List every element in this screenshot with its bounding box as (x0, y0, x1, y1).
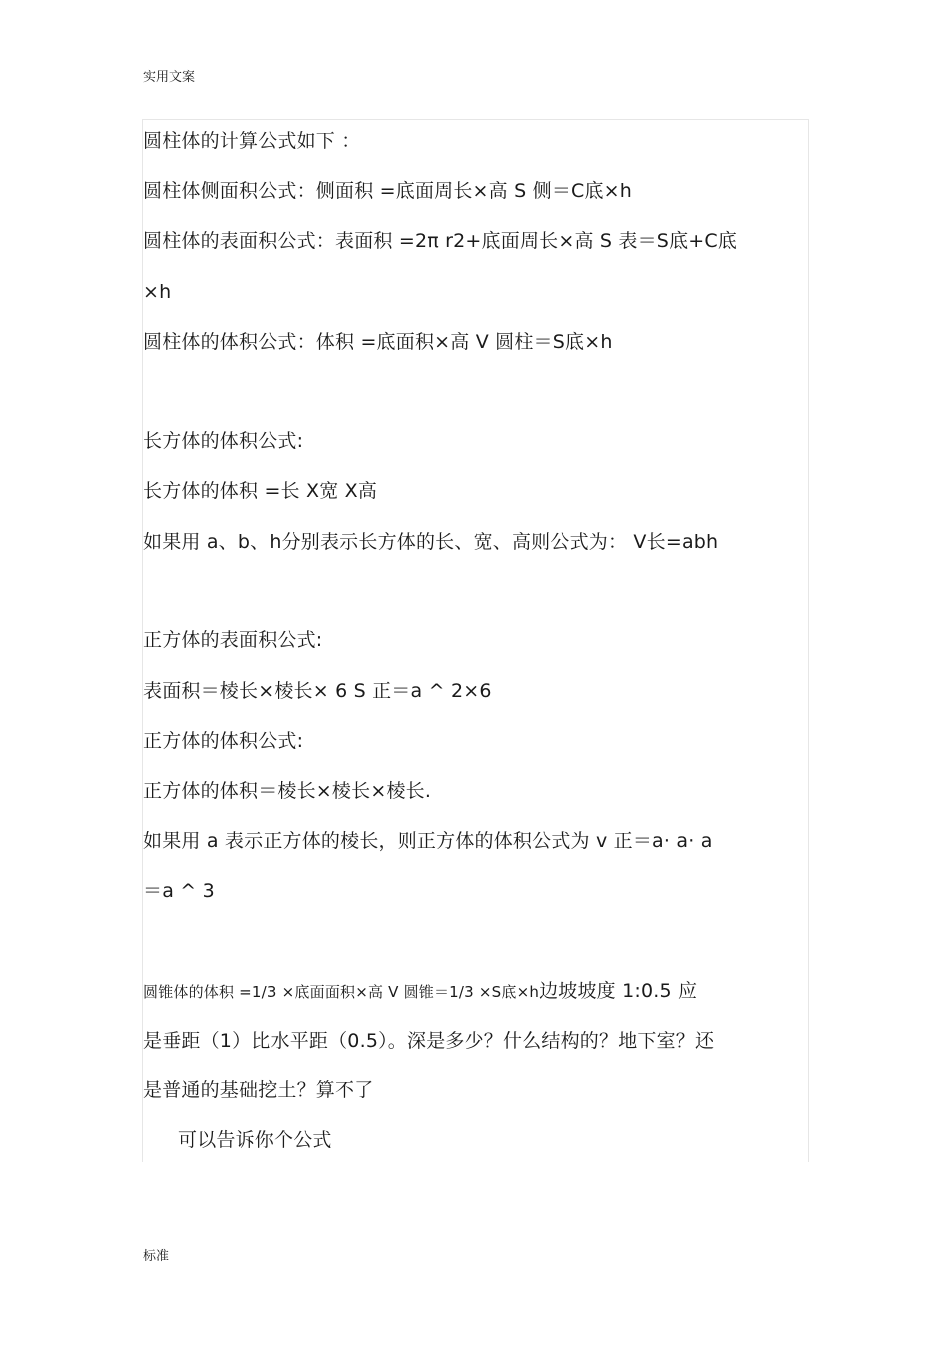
text-line-cylinder-surface: 圆柱体的表面积公式：表面积 =2π r2+底面周长×高 S 表＝S底+C底 (143, 230, 738, 252)
text-line-slope-question: 是普通的基础挖土？算不了 (143, 1079, 374, 1101)
text-line-formula-offer: 可以告诉你个公式 (178, 1129, 332, 1151)
text-line-slope-explain: 是垂距（1）比水平距（0.5）。深是多少？什么结构的？地下室？还 (143, 1030, 715, 1052)
text-line-cuboid-volume: 长方体的体积 =长 X宽 X高 (143, 480, 378, 502)
text-line-cylinder-lateral: 圆柱体侧面积公式：侧面积 =底面周长×高 S 侧＝C底×h (143, 180, 633, 202)
text-line-cube-formula: 如果用 a 表示正方体的棱长，则正方体的体积公式为 v 正＝a· a· a (143, 830, 713, 852)
text-line-cone-volume (143, 979, 697, 1004)
slope-text: 边坡坡度 1:0.5 应 (539, 980, 698, 1002)
text-line-cube-volume-title: 正方体的体积公式: (143, 730, 304, 752)
page-header: 实用文案 (143, 70, 196, 85)
text-line-cube-volume: 正方体的体积＝棱长×棱长×棱长. (143, 780, 432, 802)
text-line-cuboid-formula: 如果用 a、b、h分别表示长方体的长、宽、高则公式为： V长=abh (143, 531, 719, 553)
text-line-cube-formula-cont: ＝a ^ 3 (143, 880, 215, 902)
text-line-cube-surface: 表面积＝棱长×棱长× 6 S 正＝a ^ 2×6 (143, 680, 492, 702)
text-line-cylinder-volume: 圆柱体的体积公式：体积 =底面积×高 V 圆柱＝S底×h (143, 331, 613, 353)
text-line-cuboid-title: 长方体的体积公式: (143, 430, 304, 452)
cone-formula-text: 圆锥体的体积 =1/3 ×底面面积×高 V 圆锥＝1/3 ×S底×h (143, 983, 540, 1001)
text-line-cylinder-surface-cont: ×h (143, 281, 172, 303)
text-line-cylinder-title: 圆柱体的计算公式如下 ： (143, 130, 361, 152)
text-line-cube-surface-title: 正方体的表面积公式: (143, 629, 323, 651)
page-footer: 标准 (143, 1249, 170, 1264)
